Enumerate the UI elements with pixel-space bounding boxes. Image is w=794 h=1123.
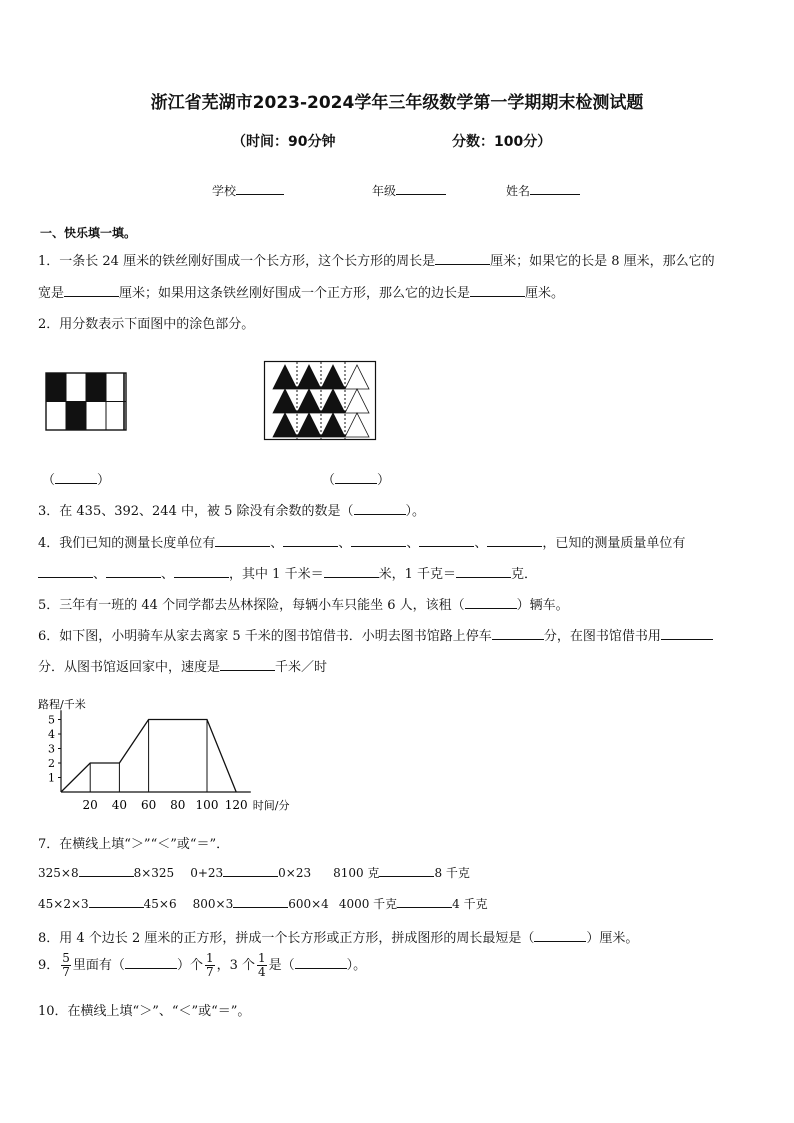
grid-figure: [44, 372, 128, 432]
question-10: 10．在横线上填“＞”、“＜”或“＝”。: [38, 1004, 251, 1019]
answer-blank[interactable]: [661, 628, 713, 640]
y-tick-label: 5: [48, 713, 55, 727]
answer-blank[interactable]: [283, 535, 338, 547]
school-field[interactable]: [212, 182, 284, 199]
answer-paren[interactable]: （ ）: [322, 473, 391, 488]
answer-blank[interactable]: [106, 566, 161, 578]
section-heading: 一、快乐填一填。: [40, 226, 137, 240]
shaded-triangle: [297, 389, 321, 413]
unshaded-triangle: [345, 413, 369, 437]
question-1-line-1: 1．一条长 24 厘米的铁丝刚好围成一个长方形，这个长方形的周长是 厘米；如果它的长是 8 厘米，那么它的: [38, 254, 715, 269]
answer-blank[interactable]: [220, 659, 275, 671]
answer-blank[interactable]: [397, 896, 452, 908]
answer-blank[interactable]: [487, 535, 542, 547]
answer-blank[interactable]: [38, 566, 93, 578]
question-7-row-2: 45×2×3 45×6 800×3 600×4 4000 千克 4 千克: [38, 897, 488, 911]
distance-time-chart: [30, 692, 330, 820]
answer-blank[interactable]: [215, 535, 270, 547]
shaded-triangle: [273, 389, 297, 413]
shaded-triangle: [297, 413, 321, 437]
score-label: 分数：100分）: [452, 134, 552, 150]
fraction: $\frac{5}{7}$: [62, 951, 70, 979]
question-7: 7．在横线上填“＞”“＜”或“＝”．: [38, 837, 230, 852]
question-1-line-2: 宽是 厘米；如果用这条铁丝刚好围成一个正方形，那么它的边长是 厘米。: [38, 286, 565, 301]
answer-blank[interactable]: [324, 566, 379, 578]
y-tick-label: 1: [48, 771, 55, 785]
answer-blank[interactable]: [174, 566, 229, 578]
name-field[interactable]: [506, 182, 580, 199]
school-label: 学校: [212, 184, 237, 198]
answer-blank[interactable]: [354, 503, 406, 515]
answer-blank[interactable]: [435, 253, 490, 265]
x-tick-label: 80: [170, 798, 186, 812]
y-tick-label: 4: [48, 728, 55, 741]
shaded-triangle: [297, 365, 321, 389]
answer-blank[interactable]: [89, 896, 144, 908]
grade-field[interactable]: [372, 182, 446, 199]
page-title: 浙江省芜湖市2023-2024学年三年级数学第一学期期末检测试题: [150, 93, 644, 113]
unshaded-triangle: [345, 389, 369, 413]
answer-blank[interactable]: [223, 865, 278, 877]
shaded-triangle: [273, 365, 297, 389]
x-tick-label: 40: [111, 798, 128, 812]
fraction: $\frac{1}{4}$: [258, 951, 266, 979]
shaded-triangle: [321, 365, 345, 389]
shaded-triangle: [273, 413, 297, 437]
x-tick-label: 20: [82, 798, 98, 812]
shaded-triangle: [321, 413, 345, 437]
question-4-line-2: 、 、 ，其中 1 千米＝ 米，1 千克＝ 克．: [38, 563, 537, 582]
y-tick-label: 3: [48, 742, 55, 756]
answer-blank[interactable]: [419, 535, 474, 547]
fraction: $\frac{1}{7}$: [205, 951, 214, 979]
question-6-line-1: 6．如下图，小明骑车从家去离家 5 千米的图书馆借书．小明去图书馆路上停车 分，在图书馆借书用: [38, 625, 713, 644]
triangle-figure: [263, 360, 378, 442]
answer-blank[interactable]: [492, 628, 544, 640]
question-4-line-1: 4．我们已知的测量长度单位有 、 、 、 、 ，已知的测量质量单位有: [38, 536, 686, 551]
unshaded-triangle: [345, 365, 369, 389]
question-7-row-1: 325×8 8×325 0+23 0×23 8100 克 8 千克: [38, 866, 470, 880]
answer-blank[interactable]: [64, 285, 119, 297]
name-label: 姓名: [506, 184, 531, 198]
answer-blank[interactable]: [379, 865, 434, 877]
time-label: （时间：90分钟: [232, 134, 336, 150]
answer-blank[interactable]: [125, 957, 177, 969]
question-8: 8．用 4 个边长 2 厘米的正方形，拼成一个长方形或正方形，拼成图形的周长最短是（ ）厘米。: [38, 931, 639, 946]
grade-label: 年级: [372, 184, 397, 198]
x-tick-label: 100: [195, 798, 219, 812]
answer-blank[interactable]: [470, 285, 525, 297]
answer-blank[interactable]: [465, 597, 517, 609]
answer-blank[interactable]: [534, 930, 586, 942]
question-9: 9． $\frac{5}{7}$ 里面有（ ）个 $\frac{1}{7}$ ，3 个 $\frac{1}{4}$ 是（ ）。: [38, 951, 367, 979]
x-axis-label: 时间/分: [252, 799, 290, 812]
shaded-triangle: [321, 389, 345, 413]
answer-blank[interactable]: [456, 566, 511, 578]
x-tick-label: 120: [224, 798, 248, 812]
answer-blank[interactable]: [79, 865, 134, 877]
question-2: 2．用分数表示下面图中的涂色部分。: [38, 317, 255, 332]
answer-paren[interactable]: （ ）: [42, 473, 111, 488]
question-3: 3．在 435、392、244 中，被 5 除没有余数的数是（ ）。: [38, 504, 426, 519]
y-tick-label: 2: [48, 757, 55, 770]
question-6-line-2: 分．从图书馆返回家中，速度是 千米／时: [38, 660, 328, 675]
answer-blank[interactable]: [351, 535, 406, 547]
y-axis-label: 路程/千米: [38, 698, 86, 711]
x-tick-label: 60: [140, 798, 157, 812]
answer-blank[interactable]: [295, 957, 347, 969]
answer-blank[interactable]: [233, 896, 288, 908]
question-5: 5．三年有一班的 44 个同学都去丛林探险，每辆小车只能坐 6 人，该租（ ）辆车。: [38, 598, 569, 613]
